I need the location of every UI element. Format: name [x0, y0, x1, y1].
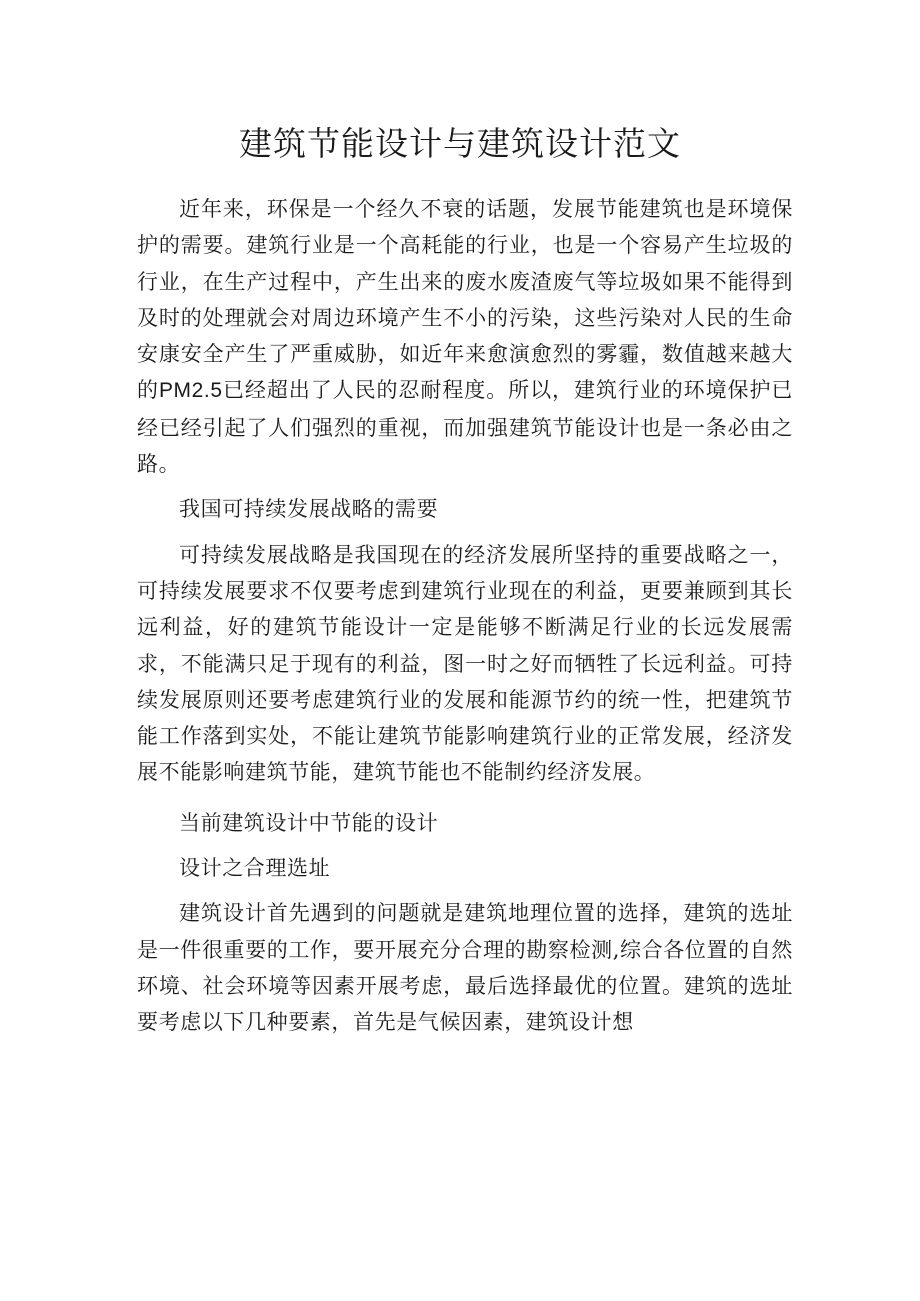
- paragraph-sustainable-development: 可持续发展战略是我国现在的经济发展所坚持的重要战略之一，可持续发展要求不仅要考虑到建筑行业现在的利益，更要兼顾到其长远利益，好的建筑节能设计一定是能够不断满足行业的长远发展需求，不能满只足于现有的利益，图一时之好而牺牲了长远利益。可持续发展原则还要考虑建筑行业的发展和能源节约的统一性，把建筑节能工作落到实处，不能让建筑节能影响建筑行业的正常发展，经济发展不能影响建筑节能，建筑节能也不能制约经济发展。: [137, 542, 793, 785]
- section-heading-energy-saving-design: 当前建筑设计中节能的设计: [179, 810, 439, 835]
- section-heading-sustainable-development: 我国可持续发展战略的需要: [179, 497, 439, 522]
- paragraph-intro: 近年来，环保是一个经久不衰的话题，发展节能建筑也是环境保护的需要。建筑行业是一个高耗能的行业，也是一个容易产生垃圾的行业，在生产过程中，产生出来的废水废渣废气等垃圾如果不能得到及时的处理就会对周边环境产生不小的污染，这些污染对人民的生命安康安全产生了严重威胁，如近年来愈演愈烈的雾霾，数值越来越大的PM2.5已经超出了人民的忍耐程度。所以，建筑行业的环境保护已经已经引起了人们强烈的重视，而加强建筑节能设计也是一条必由之路。: [137, 197, 793, 477]
- document-title: 建筑节能设计与建筑设计范文: [239, 124, 681, 163]
- paragraph-site-selection: 建筑设计首先遇到的问题就是建筑地理位置的选择，建筑的选址是一件很重要的工作，要开展充分合理的勘察检测,综合各位置的自然环境、社会环境等因素开展考虑，最后选择最优的位置。建筑的选址要考虑以下几种要素，首先是气候因素，建筑设计想: [137, 901, 793, 1035]
- document-body: [137, 191, 793, 1041]
- subsection-heading-site-selection: 设计之合理选址: [179, 856, 331, 881]
